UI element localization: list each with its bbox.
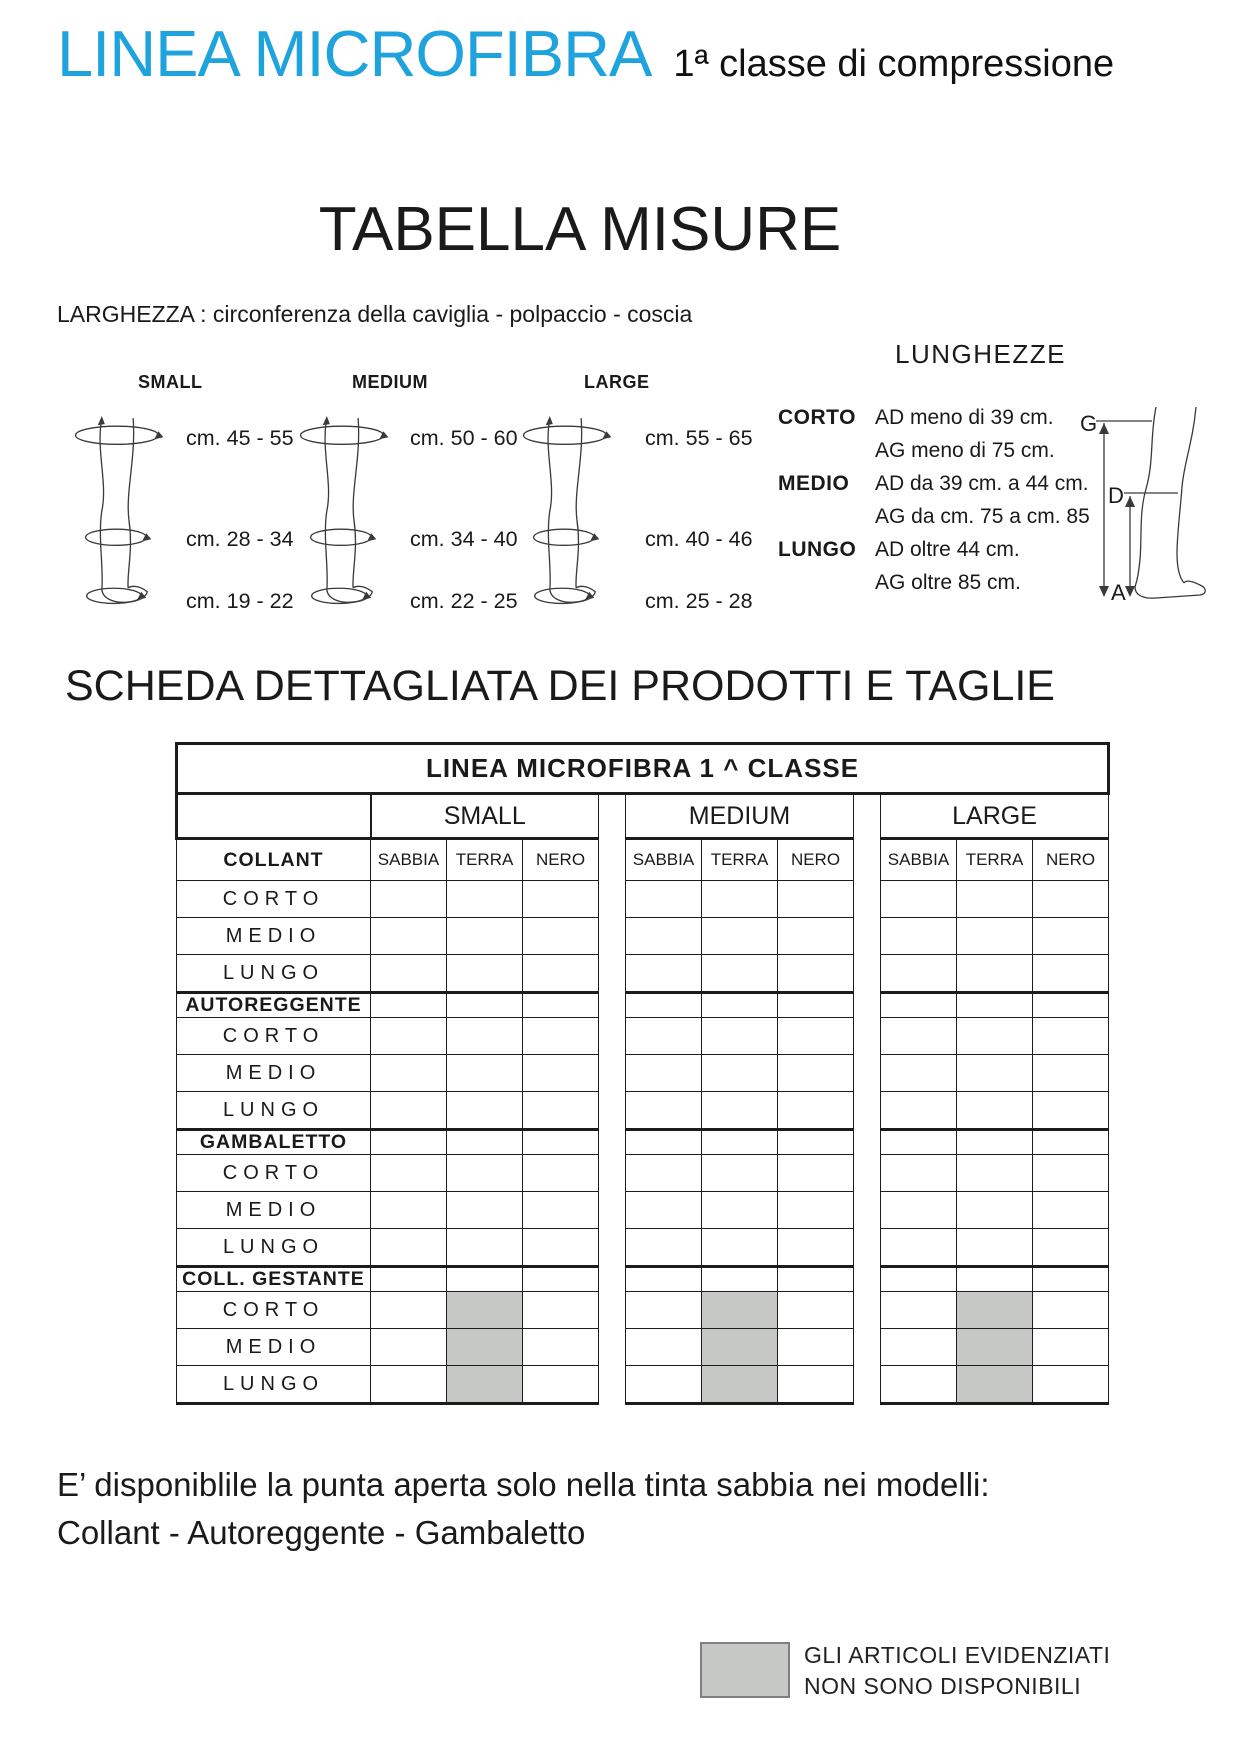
availability-cell (778, 1055, 854, 1092)
row-label-lungo: LUNGO (177, 1092, 371, 1130)
row-label-lungo: LUNGO (177, 955, 371, 993)
leg-diagram-medium-icon (295, 410, 397, 612)
availability-cell (702, 955, 778, 993)
availability-cell (523, 1155, 599, 1192)
availability-cell (778, 1092, 854, 1130)
block-gap (599, 1155, 626, 1192)
availability-cell (626, 1018, 702, 1055)
block-gap (599, 1229, 626, 1267)
table-row (177, 1055, 1109, 1092)
availability-cell (778, 881, 854, 918)
availability-cell (778, 1155, 854, 1192)
block-gap (854, 993, 881, 1018)
availability-cell (1033, 1292, 1109, 1329)
length-medio-ad: AD da 39 cm. a 44 cm. (875, 472, 1089, 495)
block-gap (854, 1092, 881, 1130)
color-header-nero: NERO (523, 839, 599, 881)
size-header-small: SMALL (371, 794, 599, 839)
size-label-small: SMALL (138, 372, 203, 392)
availability-cell (1033, 881, 1109, 918)
row-label-medio: MEDIO (177, 1192, 371, 1229)
block-gap (854, 1055, 881, 1092)
availability-cell (447, 1329, 523, 1366)
footer-note-line1: E’ disponiblile la punta aperta solo nella tinta sabbia nei modelli: (57, 1466, 990, 1503)
availability-cell (702, 1092, 778, 1130)
availability-cell (371, 918, 447, 955)
block-gap (599, 1192, 626, 1229)
row-label-corto: CORTO (177, 1292, 371, 1329)
availability-cell (1033, 955, 1109, 993)
availability-cell (523, 1018, 599, 1055)
table-row (177, 918, 1109, 955)
table-row (177, 1229, 1109, 1267)
availability-cell (626, 1055, 702, 1092)
availability-cell (1033, 1267, 1109, 1292)
availability-cell (957, 955, 1033, 993)
size-label-medium: MEDIUM (352, 372, 428, 392)
row-label-corto: CORTO (177, 1018, 371, 1055)
availability-cell (371, 955, 447, 993)
availability-cell (1033, 1130, 1109, 1155)
availability-cell (523, 1130, 599, 1155)
availability-cell (702, 1267, 778, 1292)
row-label-coll-gestante: COLL. GESTANTE (177, 1267, 371, 1292)
block-gap (599, 993, 626, 1018)
availability-cell (447, 1130, 523, 1155)
block-gap (854, 1229, 881, 1267)
availability-cell (957, 1055, 1033, 1092)
table-row (177, 1192, 1109, 1229)
availability-cell (371, 1366, 447, 1404)
availability-cell (523, 1366, 599, 1404)
footer-note-line2: Collant - Autoreggente - Gambaletto (57, 1514, 586, 1551)
measure-large-ankle: cm. 25 - 28 (645, 589, 753, 613)
availability-cell (523, 881, 599, 918)
length-corto-ad: AD meno di 39 cm. (875, 406, 1054, 429)
row-label-medio: MEDIO (177, 918, 371, 955)
availability-cell (881, 1329, 957, 1366)
row-label-lungo: LUNGO (177, 1229, 371, 1267)
block-gap (599, 1130, 626, 1155)
availability-cell (1033, 993, 1109, 1018)
length-diagram-label-a: A (1111, 580, 1126, 605)
availability-cell (626, 881, 702, 918)
brand-title: LINEA MICROFIBRA (57, 17, 652, 90)
availability-cell (881, 1018, 957, 1055)
availability-cell (626, 1229, 702, 1267)
availability-cell (626, 955, 702, 993)
availability-cell (447, 918, 523, 955)
availability-cell (447, 1229, 523, 1267)
availability-cell (626, 993, 702, 1018)
availability-cell (702, 1366, 778, 1404)
availability-cell (881, 955, 957, 993)
availability-cell (447, 1292, 523, 1329)
lunghezze-title: LUNGHEZZE (895, 339, 1066, 369)
availability-cell (957, 1192, 1033, 1229)
availability-cell (957, 1329, 1033, 1366)
legend-text-line2: NON SONO DISPONIBILI (804, 1673, 1082, 1699)
color-header-terra: TERRA (447, 839, 523, 881)
availability-cell (626, 1267, 702, 1292)
brand-subtitle: 1ª classe di compressione (673, 43, 1115, 85)
availability-cell (1033, 1192, 1109, 1229)
availability-cell (957, 1130, 1033, 1155)
availability-cell (702, 1192, 778, 1229)
availability-cell (626, 1292, 702, 1329)
block-gap (854, 1155, 881, 1192)
availability-cell (447, 881, 523, 918)
length-diagram-label-g: G (1080, 411, 1098, 436)
availability-cell (702, 1055, 778, 1092)
products-table-body (177, 839, 1109, 1404)
availability-cell (702, 1018, 778, 1055)
table-row (177, 1092, 1109, 1130)
measure-small-ankle: cm. 19 - 22 (186, 589, 294, 613)
availability-cell (447, 1267, 523, 1292)
availability-cell (881, 1267, 957, 1292)
availability-cell (702, 881, 778, 918)
availability-cell (881, 993, 957, 1018)
length-medio-ag: AG da cm. 75 a cm. 85 (875, 505, 1090, 528)
availability-cell (702, 918, 778, 955)
block-gap (854, 1130, 881, 1155)
availability-cell (702, 1329, 778, 1366)
availability-cell (447, 1192, 523, 1229)
availability-cell (1033, 1092, 1109, 1130)
availability-cell (957, 1018, 1033, 1055)
color-header-terra: TERRA (957, 839, 1033, 881)
availability-cell (778, 1292, 854, 1329)
products-table (175, 742, 1110, 1405)
block-gap (599, 881, 626, 918)
table-row (177, 1329, 1109, 1366)
block-gap (854, 1267, 881, 1292)
size-header-large: LARGE (881, 794, 1109, 839)
availability-cell (881, 881, 957, 918)
availability-cell (881, 1366, 957, 1404)
availability-cell (881, 1155, 957, 1192)
availability-cell (626, 1130, 702, 1155)
availability-cell (523, 1229, 599, 1267)
block-gap (854, 881, 881, 918)
block-gap (854, 839, 881, 881)
availability-cell (371, 1292, 447, 1329)
row-label-gambaletto: GAMBALETTO (177, 1130, 371, 1155)
length-diagram-label-d: D (1108, 483, 1124, 508)
availability-cell (702, 1130, 778, 1155)
row-label-collant: COLLANT (177, 839, 371, 881)
availability-cell (371, 1229, 447, 1267)
availability-cell (371, 881, 447, 918)
availability-cell (881, 1229, 957, 1267)
availability-cell (957, 1366, 1033, 1404)
table-title-row (177, 744, 1109, 794)
size-row-empty-cell (177, 794, 371, 839)
block-gap (854, 918, 881, 955)
availability-cell (523, 918, 599, 955)
availability-cell (523, 1329, 599, 1366)
availability-cell (626, 1366, 702, 1404)
availability-cell (626, 1192, 702, 1229)
size-header-medium: MEDIUM (626, 794, 854, 839)
table-row (177, 1292, 1109, 1329)
color-header-sabbia: SABBIA (626, 839, 702, 881)
length-diagram-icon (1078, 401, 1218, 608)
availability-cell (371, 993, 447, 1018)
table-row (177, 955, 1109, 993)
block-gap (599, 794, 626, 839)
availability-cell (957, 1267, 1033, 1292)
block-gap (854, 1329, 881, 1366)
block-gap (854, 1292, 881, 1329)
availability-cell (881, 1055, 957, 1092)
table-row (177, 1018, 1109, 1055)
availability-cell (523, 955, 599, 993)
table-row (177, 1366, 1109, 1404)
availability-cell (957, 881, 1033, 918)
length-lungo-ad: AD oltre 44 cm. (875, 538, 1020, 561)
block-gap (599, 1092, 626, 1130)
availability-cell (778, 1018, 854, 1055)
availability-cell (881, 1192, 957, 1229)
availability-cell (447, 1018, 523, 1055)
block-gap (854, 794, 881, 839)
block-gap (599, 1292, 626, 1329)
color-header-sabbia: SABBIA (881, 839, 957, 881)
table-size-row (177, 794, 1109, 839)
length-name-lungo: LUNGO (778, 538, 857, 561)
length-lungo-ag: AG oltre 85 cm. (875, 571, 1021, 594)
availability-cell (523, 1092, 599, 1130)
availability-cell (1033, 1229, 1109, 1267)
availability-cell (447, 955, 523, 993)
page-header (57, 16, 1114, 91)
availability-cell (1033, 1329, 1109, 1366)
color-header-sabbia: SABBIA (371, 839, 447, 881)
leg-diagram-small-icon (70, 410, 172, 612)
availability-cell (957, 918, 1033, 955)
availability-cell (523, 1267, 599, 1292)
availability-cell (626, 1329, 702, 1366)
availability-cell (778, 1329, 854, 1366)
availability-cell (1033, 1055, 1109, 1092)
availability-cell (371, 1092, 447, 1130)
availability-cell (1033, 918, 1109, 955)
length-name-corto: CORTO (778, 406, 856, 429)
row-label-corto: CORTO (177, 881, 371, 918)
measure-large-calf: cm. 40 - 46 (645, 527, 753, 551)
availability-cell (957, 1229, 1033, 1267)
availability-cell (371, 1055, 447, 1092)
availability-cell (778, 955, 854, 993)
availability-cell (957, 993, 1033, 1018)
availability-cell (371, 1267, 447, 1292)
availability-cell (447, 1155, 523, 1192)
row-label-medio: MEDIO (177, 1329, 371, 1366)
block-gap (599, 1329, 626, 1366)
availability-cell (626, 918, 702, 955)
block-gap (599, 1366, 626, 1404)
larghezza-caption: LARGHEZZA : circonferenza della caviglia - polpaccio - coscia (57, 301, 693, 327)
size-label-large: LARGE (584, 372, 650, 392)
length-name-medio: MEDIO (778, 472, 850, 495)
section-title-tabella-misure: TABELLA MISURE (318, 195, 842, 264)
table-row (177, 993, 1109, 1018)
availability-cell (371, 1192, 447, 1229)
table-row (177, 839, 1109, 881)
availability-cell (1033, 1366, 1109, 1404)
availability-cell (702, 1155, 778, 1192)
availability-cell (881, 1292, 957, 1329)
availability-cell (523, 1292, 599, 1329)
availability-cell (881, 1130, 957, 1155)
availability-cell (447, 1366, 523, 1404)
availability-cell (371, 1018, 447, 1055)
availability-cell (1033, 1155, 1109, 1192)
measure-medium-ankle: cm. 22 - 25 (410, 589, 518, 613)
row-label-lungo: LUNGO (177, 1366, 371, 1404)
block-gap (599, 955, 626, 993)
availability-cell (447, 1092, 523, 1130)
block-gap (854, 1018, 881, 1055)
measure-small-thigh: cm. 45 - 55 (186, 426, 294, 450)
measure-medium-thigh: cm. 50 - 60 (410, 426, 518, 450)
availability-cell (778, 993, 854, 1018)
availability-cell (702, 1229, 778, 1267)
availability-cell (1033, 1018, 1109, 1055)
availability-cell (778, 1130, 854, 1155)
availability-cell (371, 1155, 447, 1192)
availability-cell (523, 993, 599, 1018)
color-header-nero: NERO (778, 839, 854, 881)
length-corto-ag: AG meno di 75 cm. (875, 439, 1055, 462)
availability-cell (702, 993, 778, 1018)
availability-cell (523, 1055, 599, 1092)
availability-cell (957, 1292, 1033, 1329)
table-row (177, 881, 1109, 918)
availability-cell (523, 1192, 599, 1229)
availability-cell (881, 918, 957, 955)
row-label-autoreggente: AUTOREGGENTE (177, 993, 371, 1018)
availability-cell (371, 1329, 447, 1366)
measure-small-calf: cm. 28 - 34 (186, 527, 294, 551)
availability-cell (371, 1130, 447, 1155)
block-gap (854, 1192, 881, 1229)
availability-cell (957, 1155, 1033, 1192)
table-title: LINEA MICROFIBRA 1 ^ CLASSE (177, 744, 1109, 794)
block-gap (854, 1366, 881, 1404)
table-row (177, 1267, 1109, 1292)
availability-cell (447, 993, 523, 1018)
availability-cell (778, 1192, 854, 1229)
availability-cell (778, 1366, 854, 1404)
block-gap (599, 1055, 626, 1092)
block-gap (599, 1267, 626, 1292)
block-gap (854, 955, 881, 993)
color-header-nero: NERO (1033, 839, 1109, 881)
block-gap (599, 918, 626, 955)
table-row (177, 1155, 1109, 1192)
leg-diagram-large-icon (518, 410, 620, 612)
availability-cell (702, 1292, 778, 1329)
availability-cell (778, 1229, 854, 1267)
measure-medium-calf: cm. 34 - 40 (410, 527, 518, 551)
table-row (177, 1130, 1109, 1155)
legend-text-line1: GLI ARTICOLI EVIDENZIATI (804, 1642, 1111, 1668)
availability-cell (778, 1267, 854, 1292)
availability-cell (881, 1092, 957, 1130)
section-title-scheda: SCHEDA DETTAGLIATA DEI PRODOTTI E TAGLIE (65, 662, 1055, 710)
availability-cell (447, 1055, 523, 1092)
color-header-terra: TERRA (702, 839, 778, 881)
availability-cell (957, 1092, 1033, 1130)
block-gap (599, 839, 626, 881)
availability-cell (626, 1092, 702, 1130)
row-label-medio: MEDIO (177, 1055, 371, 1092)
legend-unavailable-swatch (700, 1642, 790, 1698)
availability-cell (778, 918, 854, 955)
availability-cell (626, 1155, 702, 1192)
row-label-corto: CORTO (177, 1155, 371, 1192)
block-gap (599, 1018, 626, 1055)
measure-large-thigh: cm. 55 - 65 (645, 426, 753, 450)
